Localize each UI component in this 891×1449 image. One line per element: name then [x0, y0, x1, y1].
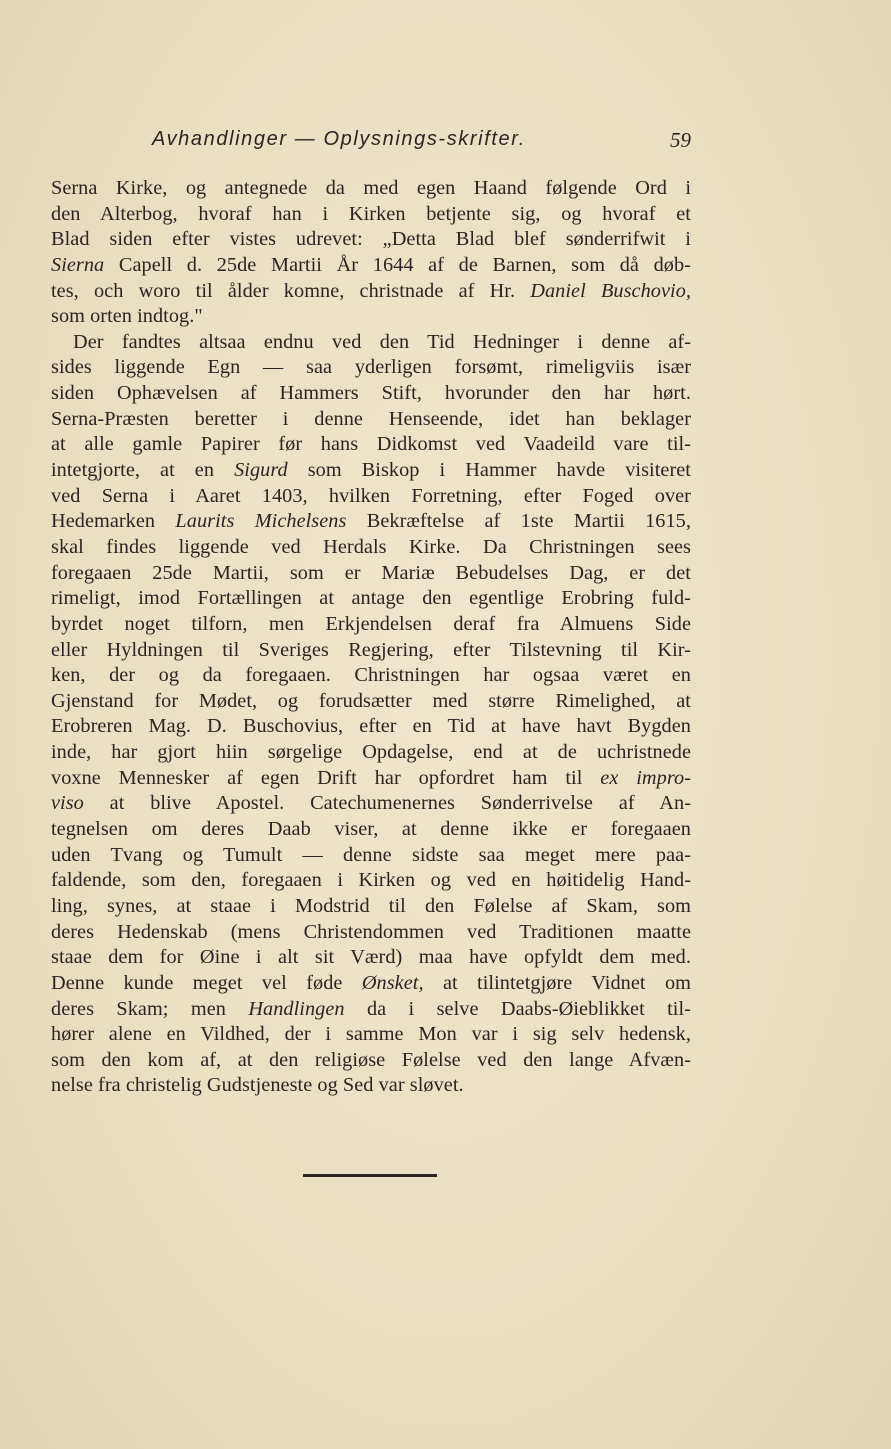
text-line: [51, 279, 691, 305]
text-line: sides liggende Egn — saa yderligen forsømt, rimeligviis især: [51, 356, 691, 379]
text-line: den Alterbog, hvoraf han i Kirken betjente sig, og hvoraf et: [51, 202, 691, 225]
text-line: Serna Kirke, og antegnede da med egen Haand følgende Ord i: [51, 177, 691, 199]
text-line: ling, synes, at staae i Modstrid til den Følelse af Skam, som: [51, 894, 691, 917]
text-line: nelse fra christelig Gudstjeneste og Sed var sløvet.: [51, 1074, 464, 1097]
text-run: intetgjorte, at en: [51, 459, 235, 482]
text-run: Hedemarken: [51, 510, 176, 533]
text-run: Capell d. 25de Martii År 1644 af de Barnen, som då døb-: [104, 253, 691, 276]
paragraph: [51, 330, 691, 1099]
text-line: [51, 971, 691, 997]
text-run: som Biskop i Hammer havde visiteret: [287, 459, 691, 482]
text-line: faldende, som den, foregaaen i Kirken og ved en høitidelig Hand-: [51, 869, 691, 892]
text-line: byrdet noget tilforn, men Erkjendelsen deraf fra Almuens Side: [51, 612, 691, 635]
text-line: [51, 766, 691, 792]
text-run: at tilintetgjøre Vidnet om: [423, 971, 691, 994]
text-line: [51, 997, 691, 1023]
italic-text: Laurits Michelsens: [175, 510, 347, 533]
text-line: Blad siden efter vistes udrevet: „Detta Blad blef sønderrifwit i: [51, 228, 691, 251]
text-line: ved Serna i Aaret 1403, hvilken Forretning, efter Foged over: [51, 484, 691, 507]
text-run: tes, och woro til ålder komne, christnade af Hr.: [51, 279, 531, 302]
italic-text: viso: [51, 792, 84, 815]
text-line: [51, 791, 691, 817]
text-run: da i selve Daabs-Øieblikket til-: [344, 997, 691, 1020]
italic-text: Ønsket,: [361, 971, 424, 994]
text-line: [51, 509, 691, 535]
text-line: uden Tvang og Tumult — denne sidste saa meget mere paa-: [51, 843, 691, 866]
text-run: Bekræftelse af 1ste Martii 1615,: [346, 510, 691, 533]
running-head: Avhandlinger — Oplysnings-skrifter.: [152, 128, 526, 150]
text-line: Erobreren Mag. D. Buschovius, efter en Tid at have havt Bygden: [51, 715, 691, 738]
text-run: deres Skam; men: [51, 997, 249, 1020]
italic-text: Daniel Buschovio,: [530, 279, 692, 302]
page-number: 59: [670, 128, 691, 152]
text-line: Serna-Præsten beretter i denne Henseende, idet han beklager: [51, 407, 691, 430]
text-line: inde, har gjort hiin sørgelige Opdagelse, end at de uchristnede: [51, 741, 691, 764]
text-line: deres Hedenskab (mens Christendommen ved Traditionen maatte: [51, 920, 691, 943]
text-line: siden Ophævelsen af Hammers Stift, hvorunder den har hørt.: [51, 382, 691, 405]
italic-text: ex impro-: [600, 766, 692, 789]
text-run: at blive Apostel. Catechumenernes Sønderrivelse af An-: [83, 792, 691, 815]
text-run: Denne kunde meget vel føde: [51, 971, 362, 994]
text-line: Der fandtes altsaa endnu ved den Tid Hedninger i denne af-: [73, 330, 691, 353]
paragraph: [51, 176, 691, 330]
text-line: som den kom af, at den religiøse Følelse ved den lange Afvæn-: [51, 1048, 691, 1071]
text-line: staae dem for Øine i alt sit Værd) maa have opfyldt dem med.: [51, 946, 691, 969]
text-line: ken, der og da foregaaen. Christningen har ogsaa været en: [51, 664, 691, 687]
text-line: tegnelsen om deres Daab viser, at denne ikke er foregaaen: [51, 818, 691, 841]
text-line: at alle gamle Papirer før hans Didkomst ved Vaadeild vare til-: [51, 433, 691, 456]
text-run: voxne Mennesker af egen Drift har opfordret ham til: [51, 766, 601, 789]
italic-text: Sierna: [51, 253, 105, 276]
text-line: foregaaen 25de Martii, som er Mariæ Bebudelses Dag, er det: [51, 561, 691, 584]
text-line: Gjenstand for Mødet, og forudsætter med større Rimelighed, at: [51, 689, 691, 712]
body-text: [51, 176, 691, 1099]
text-line: skal findes liggende ved Herdals Kirke. Da Christningen sees: [51, 535, 691, 558]
text-line: [51, 458, 691, 484]
text-line: [51, 253, 691, 279]
text-line: som orten indtog.": [51, 305, 203, 328]
italic-text: Handlingen: [248, 997, 345, 1020]
end-rule: [303, 1174, 437, 1177]
italic-text: Sigurd: [234, 459, 288, 482]
text-line: hører alene en Vildhed, der i samme Mon var i sig selv hedensk,: [51, 1023, 691, 1046]
text-line: eller Hyldningen til Sveriges Regjering, efter Tilstevning til Kir-: [51, 638, 691, 661]
text-line: rimeligt, imod Fortællingen at antage den egentlige Erobring fuld-: [51, 587, 691, 610]
